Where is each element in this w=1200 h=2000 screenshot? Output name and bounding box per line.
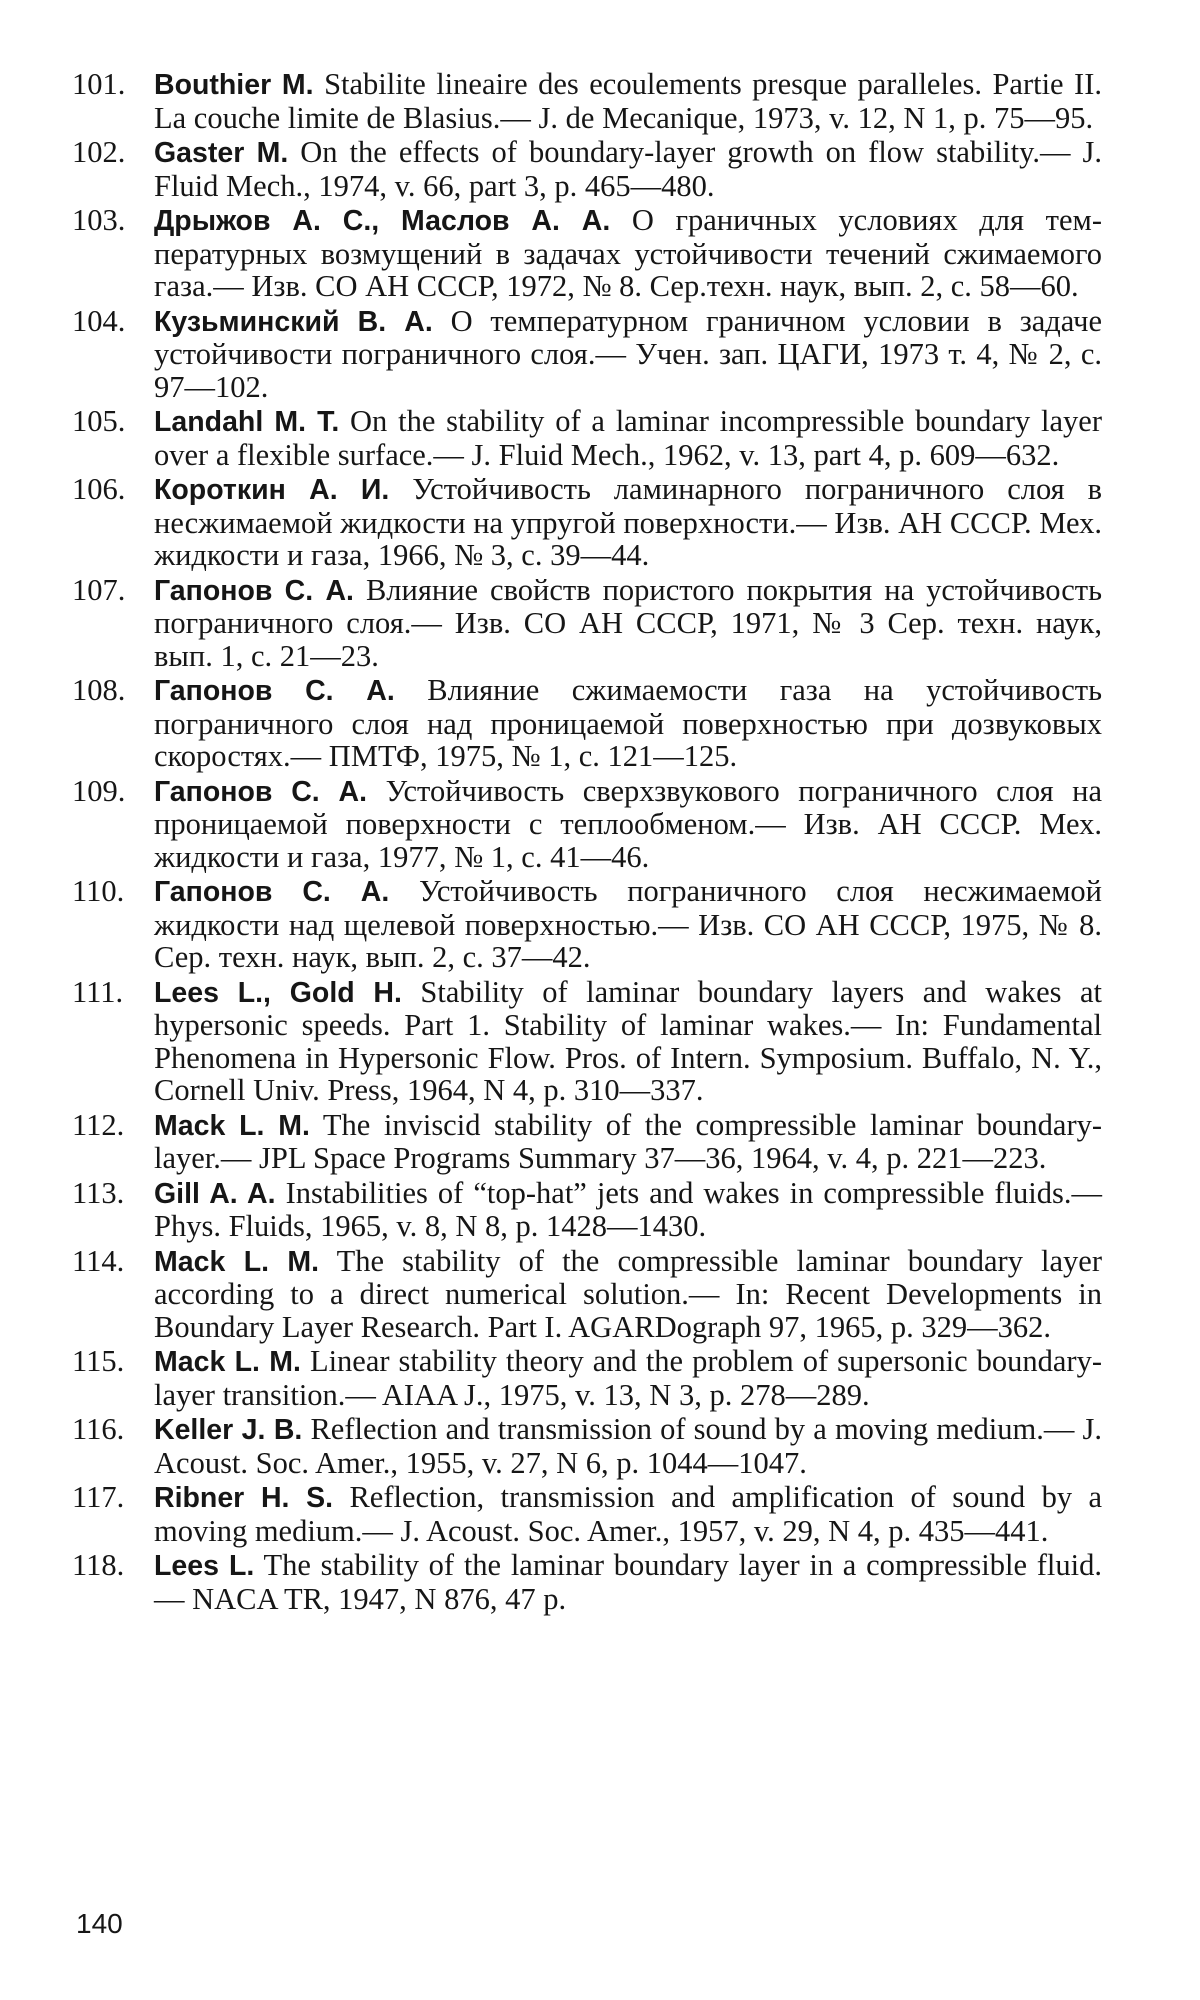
reference-item — [72, 204, 1102, 303]
reference-text: Устойчивость ламинарного пограничного слоя в несжимаемой жидкости на упругой поверхности.— Изв. АН СССР. Мех. жидкости и газа, 1966, № 3, с. 39—44. — [154, 472, 1103, 572]
reference-item — [72, 1177, 1102, 1243]
reference-number: 109. — [72, 773, 126, 808]
reference-text: On the effects of boundary-layer growth on flow stability.— J. Fluid Mech., 1974, v. 66, part 3, p. 465—480. — [154, 135, 1103, 203]
reference-item — [72, 1109, 1102, 1175]
reference-item — [72, 136, 1102, 202]
reference-item — [72, 305, 1102, 404]
reference-number: 107. — [72, 572, 126, 607]
reference-author: Кузьминский В. А. — [154, 305, 433, 338]
reference-text: Reflection and transmission of sound by a moving medium.— J. Acoust. Soc. Amer., 1955, v. 27, N 6, p. 1044—1047. — [154, 1412, 1102, 1480]
reference-item — [72, 1481, 1102, 1547]
reference-item — [72, 875, 1102, 974]
reference-text: Stability of laminar boundary layers and wakes at hypersonic speeds. Part 1. Stability of laminar wakes.— In: Fundamental Phenomena in Hypersonic Flow. Pros. of Intern. Symposium. Buffalo, N. Y., Cornell Univ. Press, 1964, N 4, p. 310—337. — [154, 974, 1102, 1107]
reference-author: Гапонов С. А. — [154, 574, 354, 607]
reference-item — [72, 405, 1102, 471]
reference-text: Влияние свойств пористого покрытия на устойчивость пограничного слоя.— Изв. СО АН СССР, 1971, № 3 Сер. техн. наук, вып. 1, с. 21—23. — [154, 572, 1103, 673]
reference-author: Гапонов С. А. — [154, 775, 368, 808]
reference-author: Короткин А. И. — [154, 474, 390, 506]
reference-author: Lees L. — [154, 1550, 255, 1582]
reference-item — [72, 1245, 1102, 1344]
reference-text: О граничных условиях для температурных возмущений в задачах устойчивости течений сжимаемого газа.— Изв. СО АН СССР, 1972, № 8. Сер.техн. наук, вып. 2, с. 58—60. — [154, 203, 1102, 303]
reference-number: 102. — [72, 135, 126, 169]
reference-number: 110. — [72, 874, 125, 908]
reference-item — [72, 1413, 1102, 1479]
reference-number: 101. — [72, 67, 126, 101]
reference-text: О температурном граничном условии в задаче устойчивости пограничного слоя.— Учен. зап. ЦАГИ, 1973 т. 4, № 2, с. 97—102. — [154, 303, 1103, 404]
reference-author: Ribner H. S. — [154, 1482, 334, 1514]
reference-number: 116. — [72, 1412, 125, 1446]
reference-item — [72, 574, 1102, 673]
reference-text: The inviscid stability of the compressible laminar boundary-layer.— JPL Space Programs Summary 37—36, 1964, v. 4, p. 221—223. — [154, 1107, 1103, 1175]
reference-author: Mack L. M. — [154, 1245, 320, 1278]
reference-item — [72, 473, 1102, 572]
reference-number: 111. — [72, 974, 124, 1009]
reference-number: 112. — [72, 1107, 125, 1142]
reference-author: Landahl M. T. — [154, 406, 340, 438]
reference-list — [72, 68, 1102, 1617]
reference-number: 115. — [72, 1344, 125, 1378]
reference-text: Устойчивость сверхзвукового пограничного слоя на проницаемой поверхности с теплообменом.— Изв. АН СССР. Мех. жидкости и газа, 1977, № 1, с. 41—46. — [154, 773, 1103, 874]
reference-item — [72, 976, 1102, 1107]
reference-text: On the stability of a laminar incompressible boundary layer over a flexible surface.— J. Fluid Mech., 1962, v. 13, part 4, p. 609—632. — [154, 404, 1103, 472]
reference-author: Дрыжов А. С., Маслов А. А. — [154, 205, 611, 237]
reference-text: Устойчивость пограничного слоя несжимаемой жидкости над щелевой поверхностью.— Изв. СО АН СССР, 1975, № 8. Сер. техн. наук, вып. 2, с. 37—42. — [154, 874, 1102, 974]
reference-number: 113. — [72, 1175, 125, 1210]
reference-author: Bouthier M. — [154, 69, 314, 101]
reference-author: Mack L. M. — [154, 1346, 301, 1378]
reference-number: 117. — [72, 1480, 125, 1514]
reference-text: The stability of the compressible laminar boundary layer according to a direct numerical solution.— In: Recent Developments in Boundary Layer Research. Part I. AGARDograph 97, 1965, p. 329—362. — [154, 1243, 1103, 1344]
reference-author: Gaster M. — [154, 137, 289, 169]
reference-item — [72, 68, 1102, 134]
reference-author: Gill A. A. — [154, 1177, 276, 1210]
reference-author: Гапонов С. А. — [154, 876, 390, 908]
reference-text: The stability of the laminar boundary layer in a compressible fluid.— NACA TR, 1947, N 876, 47 p. — [154, 1548, 1102, 1616]
reference-number: 103. — [72, 203, 126, 237]
page-number: 140 — [76, 1908, 123, 1939]
reference-item — [72, 1549, 1102, 1615]
reference-author: Гапонов С. А. — [154, 675, 395, 707]
reference-text: Reflection, transmission and amplification of sound by a moving medium.— J. Acoust. Soc. Amer., 1957, v. 29, N 4, p. 435—441. — [154, 1480, 1102, 1548]
reference-number: 118. — [72, 1548, 125, 1582]
reference-text: Linear stability theory and the problem of supersonic boundary-layer transition.— AIAA J., 1975, v. 13, N 3, p. 278—289. — [154, 1344, 1102, 1412]
reference-number: 106. — [72, 472, 126, 506]
reference-number: 104. — [72, 303, 126, 338]
reference-item — [72, 1345, 1102, 1411]
reference-text: Влияние сжимаемости газа на устойчивость пограничного слоя над проницаемой поверхностью при дозвуковых скоростях.— ПМТФ, 1975, № 1, с. 121—125. — [154, 673, 1102, 773]
reference-author: Keller J. B. — [154, 1414, 303, 1446]
reference-text: Instabilities of “top-hat” jets and wakes in compressible fluids.— Phys. Fluids, 1965, v. 8, N 8, p. 1428—1430. — [154, 1175, 1102, 1243]
reference-item — [72, 674, 1102, 773]
reference-number: 114. — [72, 1243, 125, 1278]
reference-number: 108. — [72, 673, 126, 707]
reference-author: Lees L., Gold H. — [154, 976, 402, 1009]
reference-text: Stabilite lineaire des ecoulements presque paralleles. Partie II. La couche limite de Blasius.— J. de Mecanique, 1973, v. 12, N 1, p. 75—95. — [154, 67, 1102, 135]
reference-author: Mack L. M. — [154, 1109, 310, 1142]
reference-number: 105. — [72, 404, 126, 438]
reference-item — [72, 775, 1102, 874]
